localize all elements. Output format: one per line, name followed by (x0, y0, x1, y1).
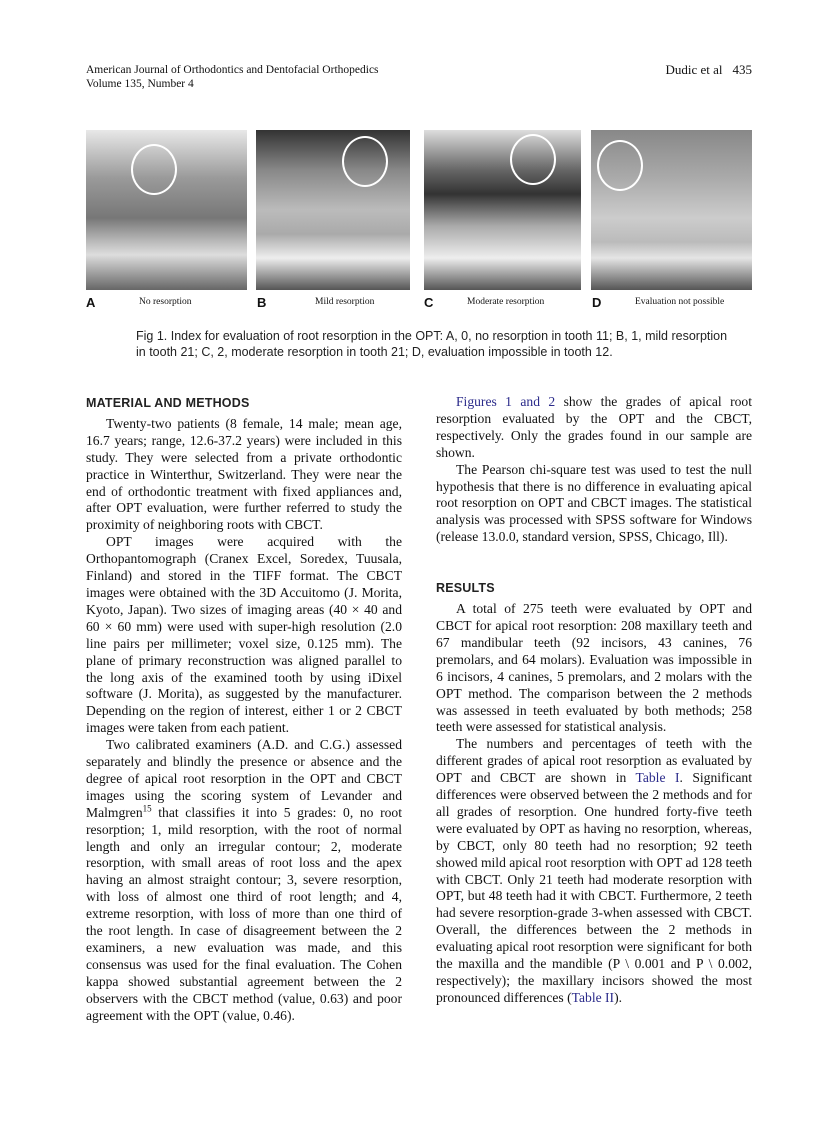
text: The numbers and percentages of teeth with the different grades of apical root resorption as evaluated by OPT and CBCT are shown in (436, 736, 752, 786)
panel-letter-a: A (86, 295, 96, 310)
figure-caption: Fig 1. Index for evaluation of root resorption in the OPT: A, 0, no resorption in tooth 11; B, 1, mild resorption in tooth 21; C, 2, moderate resorption in tooth 21; D, evaluation impossible in tooth 12. (136, 329, 728, 359)
figures-link[interactable]: Figures 1 and 2 (456, 394, 556, 409)
paragraph: The Pearson chi-square test was used to test the null hypothesis that there is no difference in evaluating apical root resorption on OPT and CBCT images. The statistical analysis was processed with SPSS software for Windows (release 13.0.0, standard version, SPSS, Chicago, Ill). (436, 461, 752, 545)
running-header-right (655, 63, 752, 77)
xray-panel-a (86, 130, 247, 290)
text: Two calibrated examiners (A.D. and C.G.) assessed separately and blindly the presence or absence and the degree of apical root resorption in the OPT and CBCT images using the scoring system of Levander and Malmgren (86, 737, 402, 820)
panel-letter-b: B (257, 295, 267, 310)
panel-label-c: Moderate resorption (467, 297, 545, 307)
running-header-left (86, 63, 379, 91)
section-heading-methods: MATERIAL AND METHODS (86, 396, 250, 410)
text: ). (614, 989, 623, 1005)
table-ii-link[interactable]: Table II (571, 989, 615, 1005)
panel-label-a: No resorption (139, 297, 192, 307)
paragraph (86, 737, 402, 1024)
xray-panel-c (424, 130, 581, 290)
xray-panel-b (256, 130, 410, 290)
left-column (86, 395, 402, 1025)
journal-title: American Journal of Orthodontics and Dentofacial Orthopedics (86, 64, 379, 76)
xray-panel-d (591, 130, 752, 290)
section-heading-results: RESULTS (436, 581, 495, 596)
panel-letter-d: D (592, 295, 602, 310)
panel-letter-c: C (424, 295, 434, 310)
journal-volume: Volume 135, Number 4 (86, 78, 194, 90)
paragraph: Twenty-two patients (8 female, 14 male; mean age, 16.7 years; range, 12.6-37.2 years) were included in this study. They were selected from a private orthodontic practice in Winterthur, Switzerland. They were near the end of orthodontic treatment with fixed appliances and, after OPT evaluation, were further referred to study the proximity of neighboring roots with CBCT. (86, 415, 402, 533)
paragraph: A total of 275 teeth were evaluated by OPT and CBCT for apical root resorption: 208 maxillary teeth and 67 mandibular teeth (92 incisors, 43 canines, 76 premolars, and 64 molars). Evaluation was impossible in 6 incisors, 4 canines, 5 premolars, and 2 molars with the OPT method. The comparison between the 2 methods was assessed in teeth evaluated by both methods; 258 teeth were assessed for statistical analysis. (436, 601, 752, 735)
text: . Significant differences were observed between the 2 methods and for all grades of resorption. One hundred forty-five teeth were evaluated by OPT as having no resorption, whereas, by CBCT, only 80 teeth had no resorption; 92 teeth showed mild apical root resorption with OPT ad 128 teeth with CBCT. Only 21 teeth had moderate resorption with OPT, but 48 teeth had it with CBCT. Furthermore, 2 teeth had severe resorption-grade 3-when assessed with CBCT. Overall, the differences between the 2 methods in evaluating apical root resorption were significant for both the maxilla and the mandible (P \ 0.001 and P \ 0.002, respectively); the maxillary incisors showed the most pronounced differences ( (436, 770, 752, 1005)
text: show the grades of apical root resorption evaluated by the OPT and the CBCT, respectively. Only the grades found in our sample are shown. (436, 394, 752, 460)
paragraph: OPT images were acquired with the Orthopantomograph (Cranex Excel, Soredex, Tuusala, Finland) and stored in the TIFF format. The CBCT images were obtained with the 3D Accuitomo (J. Morita, Kyoto, Japan). Two sizes of imaging areas (40 × 40 and 60 × 60 mm) were used with super-high resolution (2.0 line pairs per millimeter; voxel size, 0.125 mm). The plane of primary reconstruction was aligned parallel to the long axis of the examined tooth by using iDixel software (J. Morita), as suggested by the manufacturer. Depending on the region of interest, either 1 or 2 CBCT images were taken from each patient. (86, 534, 402, 736)
panel-label-b: Mild resorption (315, 297, 375, 307)
text: that classifies it into 5 grades: 0, no root resorption; 1, mild resorption, with the root of normal length and only an irregular contour; 2, moderate resorption, with small areas of root loss and the apex having an almost straight contour; 3, severe resorption, with loss of almost one third of root length; and 4, extreme resorption, with loss of more than one third of the root length. In case of disagreement between the 2 examiners, a new evaluation was made, and this consensus was used for the final evaluation. The Cohen kappa showed substantial agreement between the 2 observers with the CBCT method (value, 0.63) and poor agreement with the OPT (value, 0.46). (86, 804, 402, 1023)
paragraph (436, 394, 752, 462)
reference-superscript[interactable]: 15 (142, 803, 152, 814)
right-column (436, 394, 752, 1007)
panel-label-d: Evaluation not possible (635, 297, 725, 307)
table-i-link[interactable]: Table I (635, 770, 680, 786)
page-number: 435 (732, 62, 752, 77)
authors: Dudic et al (665, 62, 723, 77)
paragraph (436, 736, 752, 1007)
